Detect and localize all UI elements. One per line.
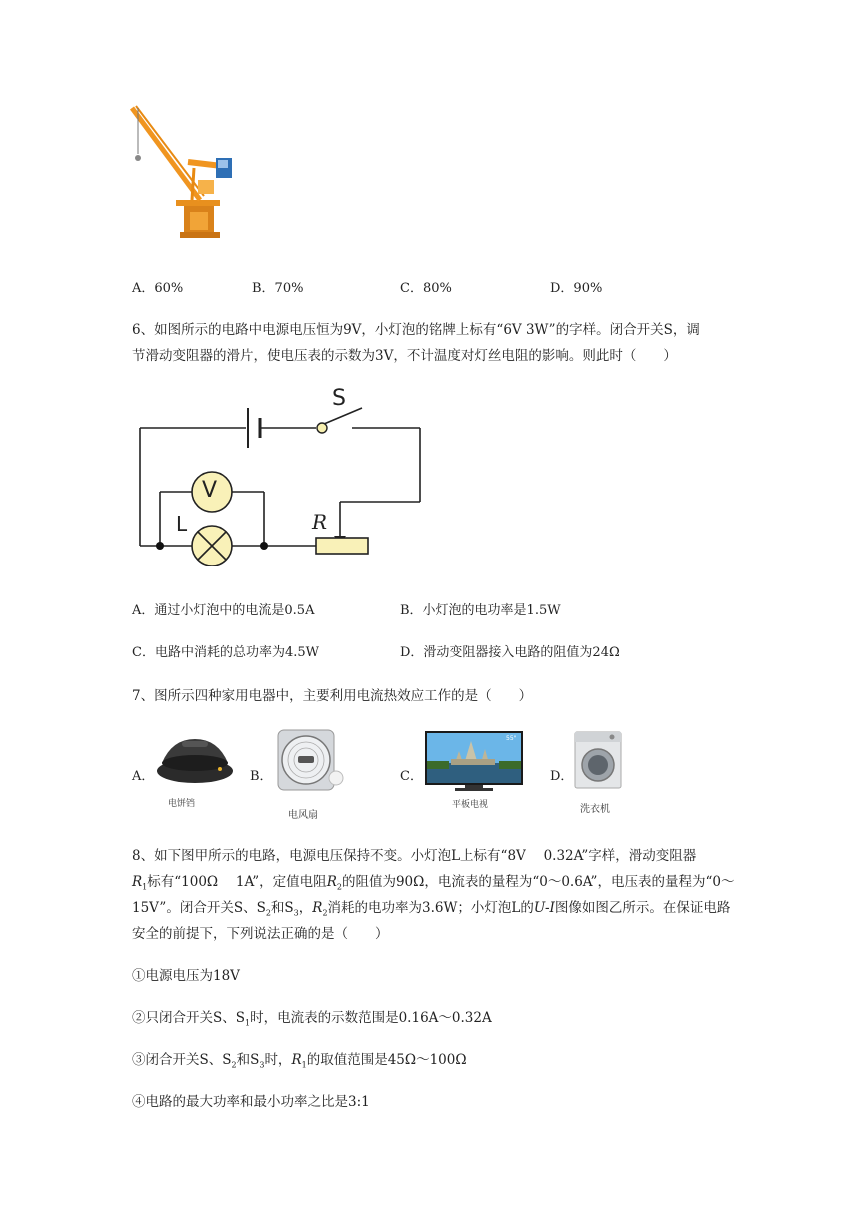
tv-size-text: 55": [506, 735, 517, 742]
q8-line3-sub3: 2: [322, 908, 328, 918]
q8-statement-1: ①电源电压为18V: [132, 968, 240, 984]
q8-s3-sub1: 2: [231, 1060, 237, 1070]
q8-s3-sub3: 1: [301, 1060, 307, 1070]
q8-s3-text-e: 的取值范围是45Ω～100Ω: [306, 1052, 467, 1068]
electric-griddle-image: [152, 733, 238, 787]
q8-stem-line2: [132, 870, 734, 892]
q6-option-c: C．电路中消耗的总功率为4.5W: [132, 645, 319, 660]
q7-option-d: D．: [550, 769, 574, 784]
q8-ui-symbol: U-I: [533, 900, 555, 916]
q8-statement-3: [132, 1048, 467, 1070]
q7-caption-d: 洗衣机: [580, 804, 610, 815]
electric-fan-image: [274, 728, 350, 800]
q8-s3-sub2: 3: [259, 1060, 265, 1070]
q6-option-d: D．滑动变阻器接入电路的阻值为24Ω: [400, 645, 620, 660]
washing-machine-image: [574, 731, 622, 789]
q8-s2-sub: 1: [245, 1018, 251, 1028]
q6-rheostat-label: R: [312, 510, 328, 534]
q6-option-b: B．小灯泡的电功率是1.5W: [400, 603, 561, 618]
tower-crane-image: [128, 104, 248, 240]
q8-s3-r-symbol: R: [291, 1052, 302, 1068]
q6-option-a: A．通过小灯泡中的电流是0.5A: [132, 603, 315, 618]
q8-line3-text-c: ，: [298, 900, 313, 916]
q6-lamp-label: L: [176, 512, 188, 536]
q8-line3-text-e: 消耗的电功率为3.6W；小灯泡L的: [327, 900, 534, 916]
q8-stem-line4: 安全的前提下，下列说法正确的是（ ）: [132, 926, 389, 942]
q8-statement-4: ④电路的最大功率和最小功率之比是3:1: [132, 1094, 370, 1110]
q8-statement-2: [132, 1006, 492, 1028]
q8-s2-text-a: ②只闭合开关S、S: [132, 1010, 245, 1026]
q8-r1-symbol: R: [132, 874, 143, 890]
q6-voltmeter-label: V: [202, 478, 218, 503]
q5-option-d: D．90%: [550, 281, 603, 296]
q6-stem-line1: 6、如图所示的电路中电源电压恒为9V，小灯泡的铭牌上标有“6V 3W”的字样。闭合开关S，调: [132, 322, 700, 338]
q6-circuit-diagram: [130, 386, 430, 566]
q5-option-c: C．80%: [400, 281, 452, 296]
q5-option-b: B．70%: [252, 281, 304, 296]
q5-option-a: A．60%: [132, 281, 184, 296]
q8-line3-text-a: 15V”。闭合开关S、S: [132, 900, 266, 916]
q8-line3-sub1: 2: [265, 908, 271, 918]
q7-option-a: A．: [132, 769, 155, 784]
q7-option-c: C．: [400, 769, 423, 784]
q7-option-b: B．: [250, 769, 273, 784]
q7-stem: 7、图所示四种家用电器中，主要利用电流热效应工作的是（ ）: [132, 688, 533, 704]
q8-line2-text-b: 标有“100Ω 1A”，定值电阻: [147, 874, 327, 890]
q8-r2-symbol: R: [326, 874, 337, 890]
q7-caption-c: 平板电视: [452, 800, 489, 810]
q8-r1-sub: 1: [142, 882, 148, 892]
q8-line3-text-g: 图像如图乙所示。在保证电路: [554, 900, 731, 916]
q8-s3-text-c: 时，: [264, 1052, 292, 1068]
q6-stem-line2: 节滑动变阻器的滑片，使电压表的示数为3V，不计温度对灯丝电阻的影响。则此时（ ）: [132, 348, 677, 364]
q8-s3-text-b: 和S: [236, 1052, 260, 1068]
q8-stem-line1: 8、如下图甲所示的电路，电源电压保持不变。小灯泡L上标有“8V 0.32A”字样，滑动变阻器: [132, 848, 697, 864]
q6-switch-label: S: [332, 386, 346, 411]
q8-stem-line3: [132, 896, 730, 918]
q8-line3-sub2: 3: [293, 908, 299, 918]
q7-caption-a: 电饼铛: [168, 799, 196, 809]
q8-line2-text-d: 的阻值为90Ω，电流表的量程为“0～0.6A”，电压表的量程为“0～: [341, 874, 735, 890]
q7-caption-b: 电风扇: [288, 810, 318, 821]
q8-s3-text-a: ③闭合开关S、S: [132, 1052, 232, 1068]
q8-line3-r-symbol: R: [312, 900, 323, 916]
q8-line3-text-b: 和S: [270, 900, 294, 916]
q8-r2-sub: 2: [336, 882, 342, 892]
q8-s2-text-b: 时，电流表的示数范围是0.16A～0.32A: [250, 1010, 492, 1026]
